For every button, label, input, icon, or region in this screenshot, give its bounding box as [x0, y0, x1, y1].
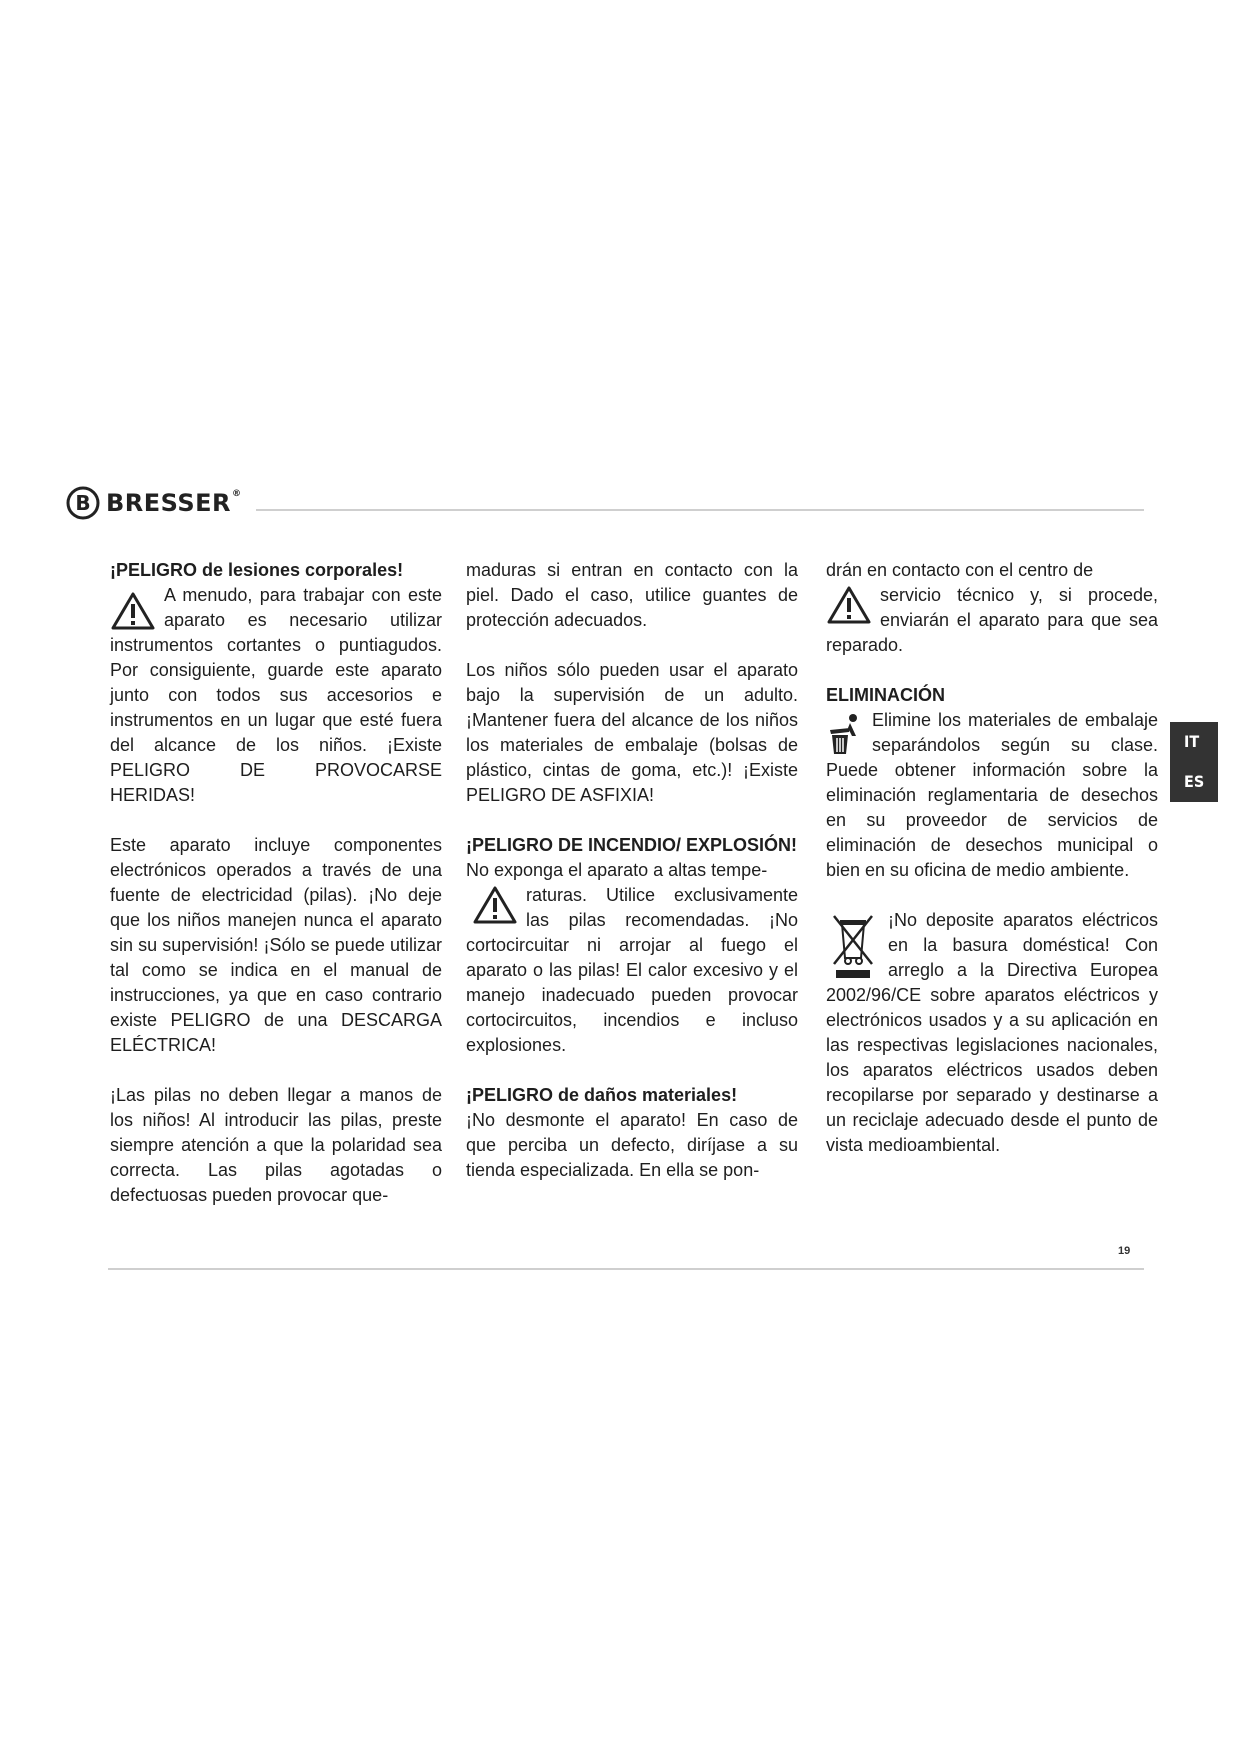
bresser-b-icon — [66, 486, 100, 520]
footer-divider — [108, 1268, 1144, 1270]
warning-triangle-icon — [472, 885, 518, 925]
brand-name: BRESSER® — [106, 489, 242, 517]
text-column-3 — [826, 558, 1158, 1158]
paragraph-batteries-children: ¡Las pilas no deben llegar a manos de los niños! Al introducir las pilas, preste siempre atención a que la polaridad sea correcta. Las pilas agotadas o defectuosas pueden provocar que- — [110, 1085, 442, 1205]
page-number: 19 — [1118, 1245, 1131, 1257]
heading-disposal: ELIMINACIÓN — [826, 685, 945, 705]
paragraph-high-temperatures: raturas. Utilice exclusivamente las pilas recomendadas. ¡No cortocircuitar ni arrojar al fuego el aparato o las pilas! El calor excesivo y el manejo inadecuado pueden provocar cortocircuitos, incendios e incluso explosiones. — [466, 885, 798, 1055]
paragraph-protective-gloves: maduras si entran en contacto con la piel. Dado el caso, utilice guantes de protección adecuados. — [466, 560, 798, 630]
warning-triangle-icon — [826, 585, 872, 625]
paragraph-service-center-line1: drán en contacto con el centro de — [826, 560, 1094, 580]
recycle-bin-icon — [826, 712, 866, 756]
paragraph-adult-supervision: Los niños sólo pueden usar el aparato bajo la supervisión de un adulto. ¡Mantener fuera del alcance de los niños los materiales de embalaje (bolsas de plástico, cintas de goma, etc.)! ¡Existe PELIGRO DE ASFIXIA! — [466, 660, 798, 805]
brand-logo — [66, 484, 242, 522]
heading-material-damage: ¡PELIGRO de daños materiales! — [466, 1085, 738, 1105]
warning-triangle-icon — [110, 591, 156, 631]
text-column-1 — [110, 558, 442, 1208]
paragraph-sharp-tools: A menudo, para trabajar con este aparato es necesario utilizar instrumentos cortantes o puntiagudos. Por consiguiente, guarde este aparato junto con todos sus accesorios e instrumentos en un lugar que esté fuera del alcance de los niños. ¡Existe PELIGRO DE PROVOCARSE HERIDAS! — [110, 585, 442, 805]
language-tab — [1170, 722, 1218, 802]
paragraph-high-temperatures-line1: No exponga el aparato a altas tempe- — [466, 860, 768, 880]
registered-mark: ® — [232, 489, 242, 499]
paragraph-do-not-disassemble: ¡No desmonte el aparato! En caso de que perciba un defecto, diríjase a su tienda especializada. En ella se pon- — [466, 1110, 798, 1180]
paragraph-electronic-components: Este aparato incluye componentes electrónicos operados a través de una fuente de electricidad (pilas). ¡No deje que los niños manejen nunca el aparato sin su supervisión! ¡Sólo se puede utilizar tal como se indica en el manual de instrucciones, ya que en caso contrario existe PELIGRO de una DESCARGA ELÉCTRICA! — [110, 835, 442, 1055]
header-divider — [256, 509, 1144, 511]
text-column-2 — [466, 558, 798, 1183]
crossed-out-wheelie-bin-icon — [830, 914, 876, 980]
language-tab-es: ES — [1184, 772, 1205, 791]
heading-injury-danger: ¡PELIGRO de lesiones corporales! — [110, 560, 404, 580]
language-tab-it: IT — [1184, 732, 1200, 751]
svg-text:B: B — [75, 491, 91, 515]
paragraph-packaging-disposal: Elimine los materiales de embalaje separándolos según su clase. Puede obtener información sobre la eliminación reglamentaria de desechos en su proveedor de servicios de eliminación de desechos municipal o bien en su oficina de medio ambiente. — [826, 710, 1158, 880]
paragraph-weee-directive: ¡No deposite aparatos eléctricos en la basura doméstica! Con arreglo a la Directiva Europea 2002/96/CE sobre aparatos eléctricos y electrónicos usados y a su aplicación en las respectivas legislaciones nacionales, los aparatos eléctricos usados deben recopilarse por separado y destinarse a un reciclaje adecuado desde el punto de vista medioambiental. — [826, 910, 1158, 1155]
heading-fire-explosion: ¡PELIGRO DE INCENDIO/ EXPLOSIÓN! — [466, 835, 798, 855]
paragraph-service-center: servicio técnico y, si procede, enviarán el aparato para que sea reparado. — [826, 585, 1158, 655]
